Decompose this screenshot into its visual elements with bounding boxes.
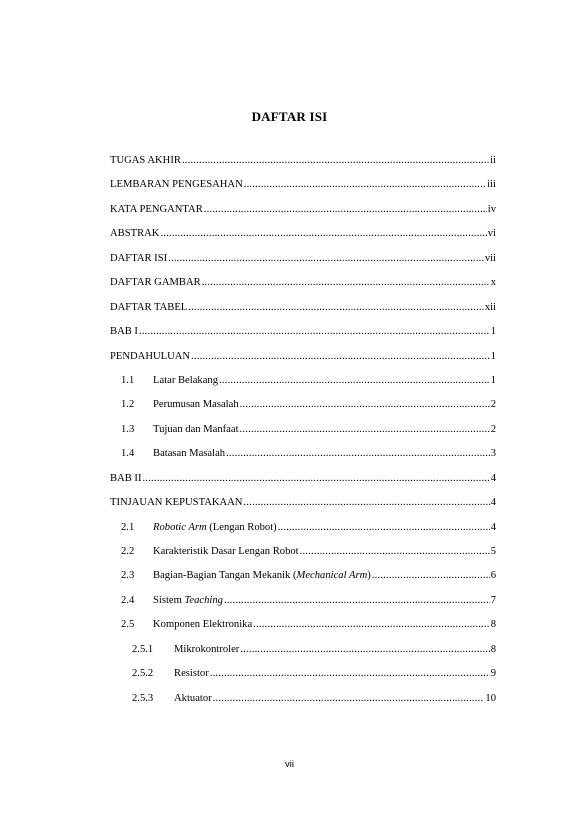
toc-entry-page: 2 <box>490 423 496 435</box>
toc-entry-title-segment: Komponen Elektronika <box>153 619 253 631</box>
toc-entry-title <box>174 668 209 679</box>
toc-entry <box>110 179 496 203</box>
toc-entry-page: 1 <box>490 350 496 362</box>
toc-entry-title <box>174 644 239 655</box>
dot-leader <box>224 595 490 606</box>
toc-entry-title-segment: TINJAUAN KEPUSTAKAAN <box>110 497 243 509</box>
toc-entry <box>110 351 496 375</box>
toc-entry-page: 10 <box>485 692 496 704</box>
toc-entry <box>110 424 496 448</box>
dot-leader <box>278 522 490 533</box>
toc-entry-number: 2.4 <box>121 594 135 606</box>
dot-leader <box>160 228 486 239</box>
toc-entry-title-segment: DAFTAR TABEL <box>110 301 188 313</box>
toc-entry-title <box>174 693 212 704</box>
toc-entry-page: 8 <box>490 619 496 631</box>
toc-entry <box>110 253 496 277</box>
toc-entry-number: 2.5 <box>121 619 135 631</box>
toc-entry-title-segment: Mechanical Arm <box>296 570 368 582</box>
toc-entry <box>110 155 496 179</box>
dot-leader <box>202 277 490 288</box>
dot-leader <box>244 179 486 190</box>
dot-leader <box>143 473 490 484</box>
dot-leader <box>139 326 490 337</box>
toc-entry-title <box>153 619 252 630</box>
toc-entry <box>110 204 496 228</box>
toc-entry <box>110 570 496 594</box>
toc-entry-page: 6 <box>490 570 496 582</box>
toc-entry <box>110 375 496 399</box>
toc-entry-title-segment: Teaching <box>184 594 223 606</box>
toc-entry-title-segment: TUGAS AKHIR <box>110 155 181 166</box>
toc-entry <box>110 277 496 301</box>
toc-entry-title <box>110 204 203 215</box>
toc-entry-title <box>153 424 239 435</box>
toc-entry-number: 2.5.2 <box>132 668 154 680</box>
toc-entry-title-segment: BAB II <box>110 472 142 484</box>
toc-entry-title <box>153 546 299 557</box>
toc-entry <box>110 693 496 717</box>
toc-entry-title-segment: DAFTAR GAMBAR <box>110 277 201 289</box>
toc-entry-title-segment: Aktuator <box>174 692 212 704</box>
toc-entry-title <box>110 277 201 288</box>
toc-entry-number: 1.1 <box>121 374 135 386</box>
dot-leader <box>188 302 484 313</box>
toc-entry-title <box>153 570 371 581</box>
toc-entry-page: 4 <box>490 497 496 509</box>
toc-entry-number: 2.1 <box>121 521 135 533</box>
dot-leader <box>372 570 490 581</box>
dot-leader <box>191 351 490 362</box>
dot-leader <box>240 424 490 435</box>
dot-leader <box>240 399 490 410</box>
toc-entry-title-segment: Tujuan dan Manfaat <box>153 423 239 435</box>
toc-entry-title <box>153 399 239 410</box>
toc-entry-title <box>153 595 223 606</box>
toc-entry-page: ii <box>490 155 496 166</box>
dot-leader <box>226 448 490 459</box>
toc-entry <box>110 668 496 692</box>
toc-entry-number: 2.2 <box>121 546 135 557</box>
toc-entry <box>110 228 496 252</box>
toc-entry-title <box>153 448 225 459</box>
toc-entry-title-segment: DAFTAR ISI <box>110 252 168 264</box>
dot-leader <box>253 619 490 630</box>
toc-entry-number: 2.3 <box>121 570 135 582</box>
toc-entry-title-segment: BAB I <box>110 326 138 338</box>
toc-entry-page: 5 <box>490 546 496 557</box>
toc-entry-title-segment: Bagian-Bagian Tangan Mekanik ( <box>153 570 297 582</box>
toc-entry <box>110 473 496 497</box>
toc-entry-title-segment: ABSTRAK <box>110 228 160 240</box>
toc-entry-title <box>110 473 142 484</box>
toc-entry-page: 1 <box>490 374 496 386</box>
toc-entry-title-segment: Batasan Masalah <box>153 448 226 460</box>
toc-entry <box>110 522 496 546</box>
page-number: vii <box>285 759 294 770</box>
dot-leader <box>243 497 489 508</box>
toc-entry-title <box>110 228 159 239</box>
toc-entry-number: 1.4 <box>121 448 135 460</box>
toc-entry-title-segment: LEMBARAN PENGESAHAN <box>110 179 243 191</box>
toc-entry <box>110 448 496 472</box>
toc-entry-title-segment: Sistem <box>153 594 185 606</box>
toc-entry-title <box>110 351 190 362</box>
toc-entry <box>110 326 496 350</box>
toc-entry-page: 3 <box>490 448 496 460</box>
toc-entry-page: 8 <box>490 643 496 655</box>
toc-entry-title-segment: KATA PENGANTAR <box>110 203 203 215</box>
toc-entry <box>110 302 496 326</box>
toc-entry-page: x <box>490 277 496 289</box>
toc-entry-title <box>110 155 181 166</box>
toc-entry-number: 2.5.1 <box>132 643 154 655</box>
toc-entry-page: 9 <box>490 668 496 680</box>
toc-entry-title <box>153 375 218 386</box>
toc-entry-title-segment: Robotic Arm <box>153 521 207 533</box>
toc-entry-page: 4 <box>490 472 496 484</box>
dot-leader <box>168 253 484 264</box>
toc-entry-title <box>153 522 277 533</box>
toc-entry-title-segment: Perumusan Masalah <box>153 399 239 411</box>
dot-leader <box>182 155 489 166</box>
toc-entry-title-segment: ) <box>367 570 371 582</box>
toc-entry-page: xii <box>484 301 496 313</box>
page-title: DAFTAR ISI <box>251 109 328 124</box>
toc-entry-number: 1.2 <box>121 399 135 411</box>
toc-entry <box>110 546 496 570</box>
toc-entry-page: 1 <box>490 326 496 338</box>
toc-entry-title <box>110 253 167 264</box>
dot-leader <box>240 644 489 655</box>
toc-entry-page: 7 <box>490 594 496 606</box>
dot-leader <box>210 668 490 679</box>
toc-entry <box>110 497 496 521</box>
toc-list <box>110 155 496 717</box>
toc-entry-title-segment: (Lengan Robot) <box>206 521 277 533</box>
toc-entry-number: 2.5.3 <box>132 692 154 704</box>
dot-leader <box>219 375 490 386</box>
dot-leader <box>213 693 485 704</box>
toc-entry-title-segment: PENDAHULUAN <box>110 350 191 362</box>
dot-leader <box>300 546 490 557</box>
toc-entry-title <box>110 326 138 337</box>
toc-entry-number: 1.3 <box>121 423 135 435</box>
toc-entry-title-segment: Mikrokontroler <box>174 643 240 655</box>
toc-entry-title-segment: Resistor <box>174 668 209 680</box>
toc-entry-page: 4 <box>490 521 496 533</box>
toc-entry <box>110 619 496 643</box>
toc-entry-page: iv <box>487 203 496 215</box>
toc-entry <box>110 644 496 668</box>
toc-entry <box>110 399 496 423</box>
toc-entry-title-segment: Latar Belakang <box>153 374 219 386</box>
toc-entry-title <box>110 179 243 190</box>
toc-entry-page: vii <box>484 252 496 264</box>
toc-entry-title-segment: Karakteristik Dasar Lengan Robot <box>153 546 299 557</box>
toc-entry-title <box>110 497 242 508</box>
toc-entry <box>110 595 496 619</box>
toc-entry-page: iii <box>487 179 496 191</box>
toc-entry-page: 2 <box>490 399 496 411</box>
toc-entry-title <box>110 302 187 313</box>
dot-leader <box>204 204 487 215</box>
toc-entry-page: vi <box>487 228 496 240</box>
